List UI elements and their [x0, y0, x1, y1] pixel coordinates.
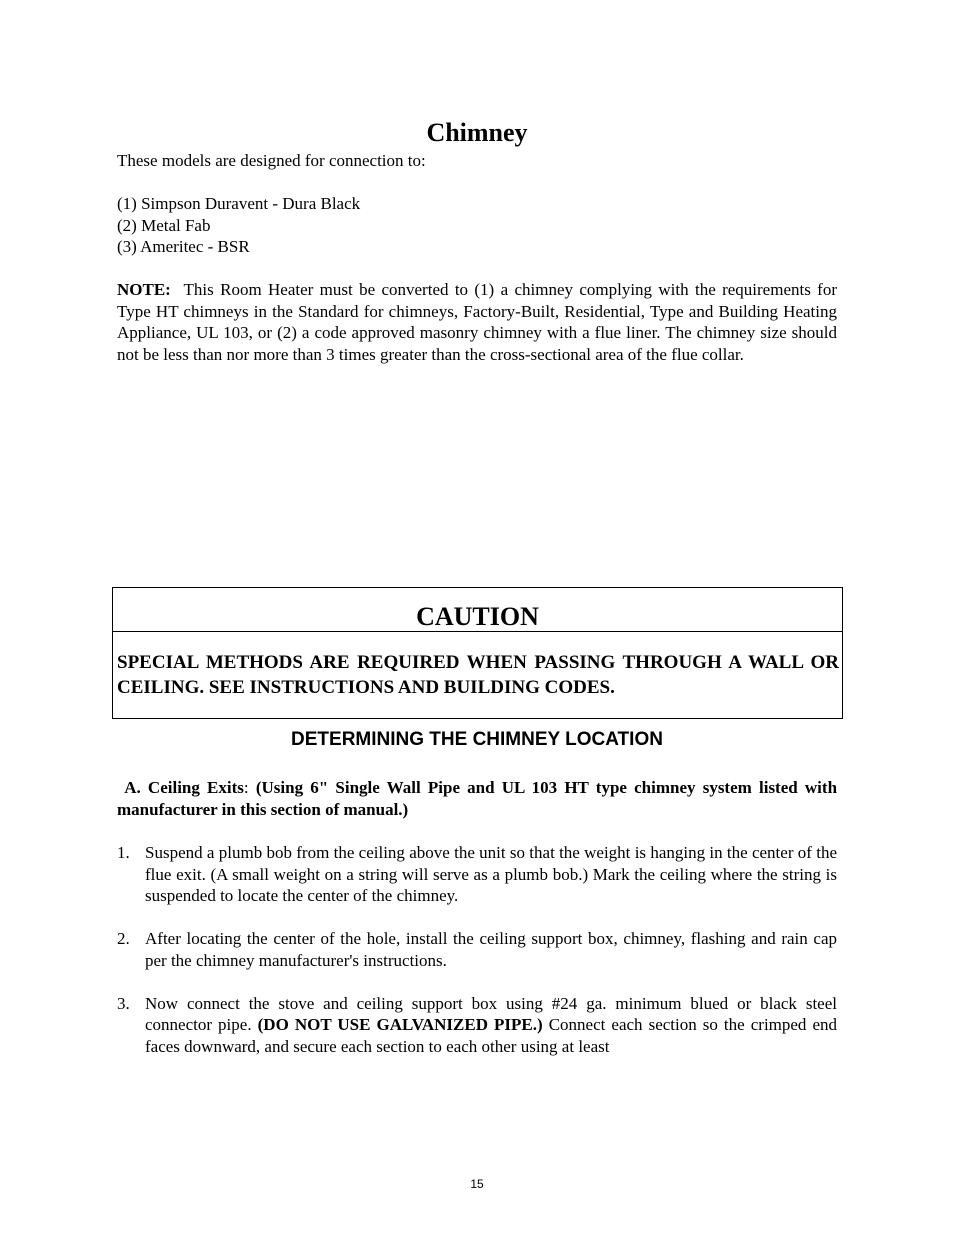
chimney-models-list: [117, 193, 837, 258]
page-title: Chimney: [426, 118, 528, 147]
step-number: 3.: [117, 993, 130, 1013]
subsection-text: (Using 6" Single Wall Pipe and UL 103 HT type chimney system listed with manufacturer in this section of manual.): [117, 778, 838, 819]
subsection-label: A. Ceiling Exits: [124, 778, 244, 797]
list-item: [117, 842, 837, 907]
caution-box: [112, 587, 843, 719]
caution-text: SPECIAL METHODS ARE REQUIRED WHEN PASSING THROUGH A WALL OR CEILING. SEE INSTRUCTIONS AND BUILDING CODES.: [117, 652, 839, 698]
list-item: (3) Ameritec - BSR: [117, 237, 250, 256]
subsection-heading: [117, 777, 837, 820]
note-text: This Room Heater must be converted to (1) a chimney complying with the requirements for Type HT chimneys in the Standard for chimneys, Factory-Built, Residential, Type and Building Heating Appliance, UL 103, or (2) a code approved masonry chimney with a flue liner. The chimney size should not be less than nor more than 3 times greater than the cross-sectional area of the flue collar.: [117, 280, 837, 364]
step-text: Now connect the stove and ceiling support box using #24 ga. minimum blued or black steel connector pipe.: [145, 993, 837, 1034]
step-number: 2.: [117, 929, 130, 948]
step-text: Suspend a plumb bob from the ceiling above the unit so that the weight is hanging in the center of the flue exit. (A small weight on a string will serve as a plumb bob.) Mark the ceiling where the string is suspended to locate the center of the chimney.: [145, 843, 837, 905]
page-number: 15: [470, 1177, 484, 1191]
note-paragraph: [117, 279, 837, 365]
note-label: NOTE:: [117, 280, 171, 299]
step-text: Connect each section so the crimped end faces downward, and secure each section to each other using at least: [145, 1015, 838, 1056]
steps-list: [117, 842, 837, 1057]
subsection-colon: :: [243, 778, 249, 797]
list-item: (2) Metal Fab: [117, 215, 211, 235]
list-item: [117, 928, 837, 971]
step-emphasis: (DO NOT USE GALVANIZED PIPE.): [257, 1015, 543, 1034]
list-item: [117, 993, 837, 1058]
caution-heading: CAUTION: [113, 588, 842, 632]
section-heading: DETERMINING THE CHIMNEY LOCATION: [291, 729, 663, 750]
step-text: After locating the center of the hole, install the ceiling support box, chimney, flashing and rain cap per the chimney manufacturer's instructions.: [145, 929, 837, 970]
list-item: (1) Simpson Duravent - Dura Black: [117, 194, 361, 213]
step-number: 1.: [117, 843, 130, 862]
intro-text: These models are designed for connection to:: [117, 151, 426, 170]
